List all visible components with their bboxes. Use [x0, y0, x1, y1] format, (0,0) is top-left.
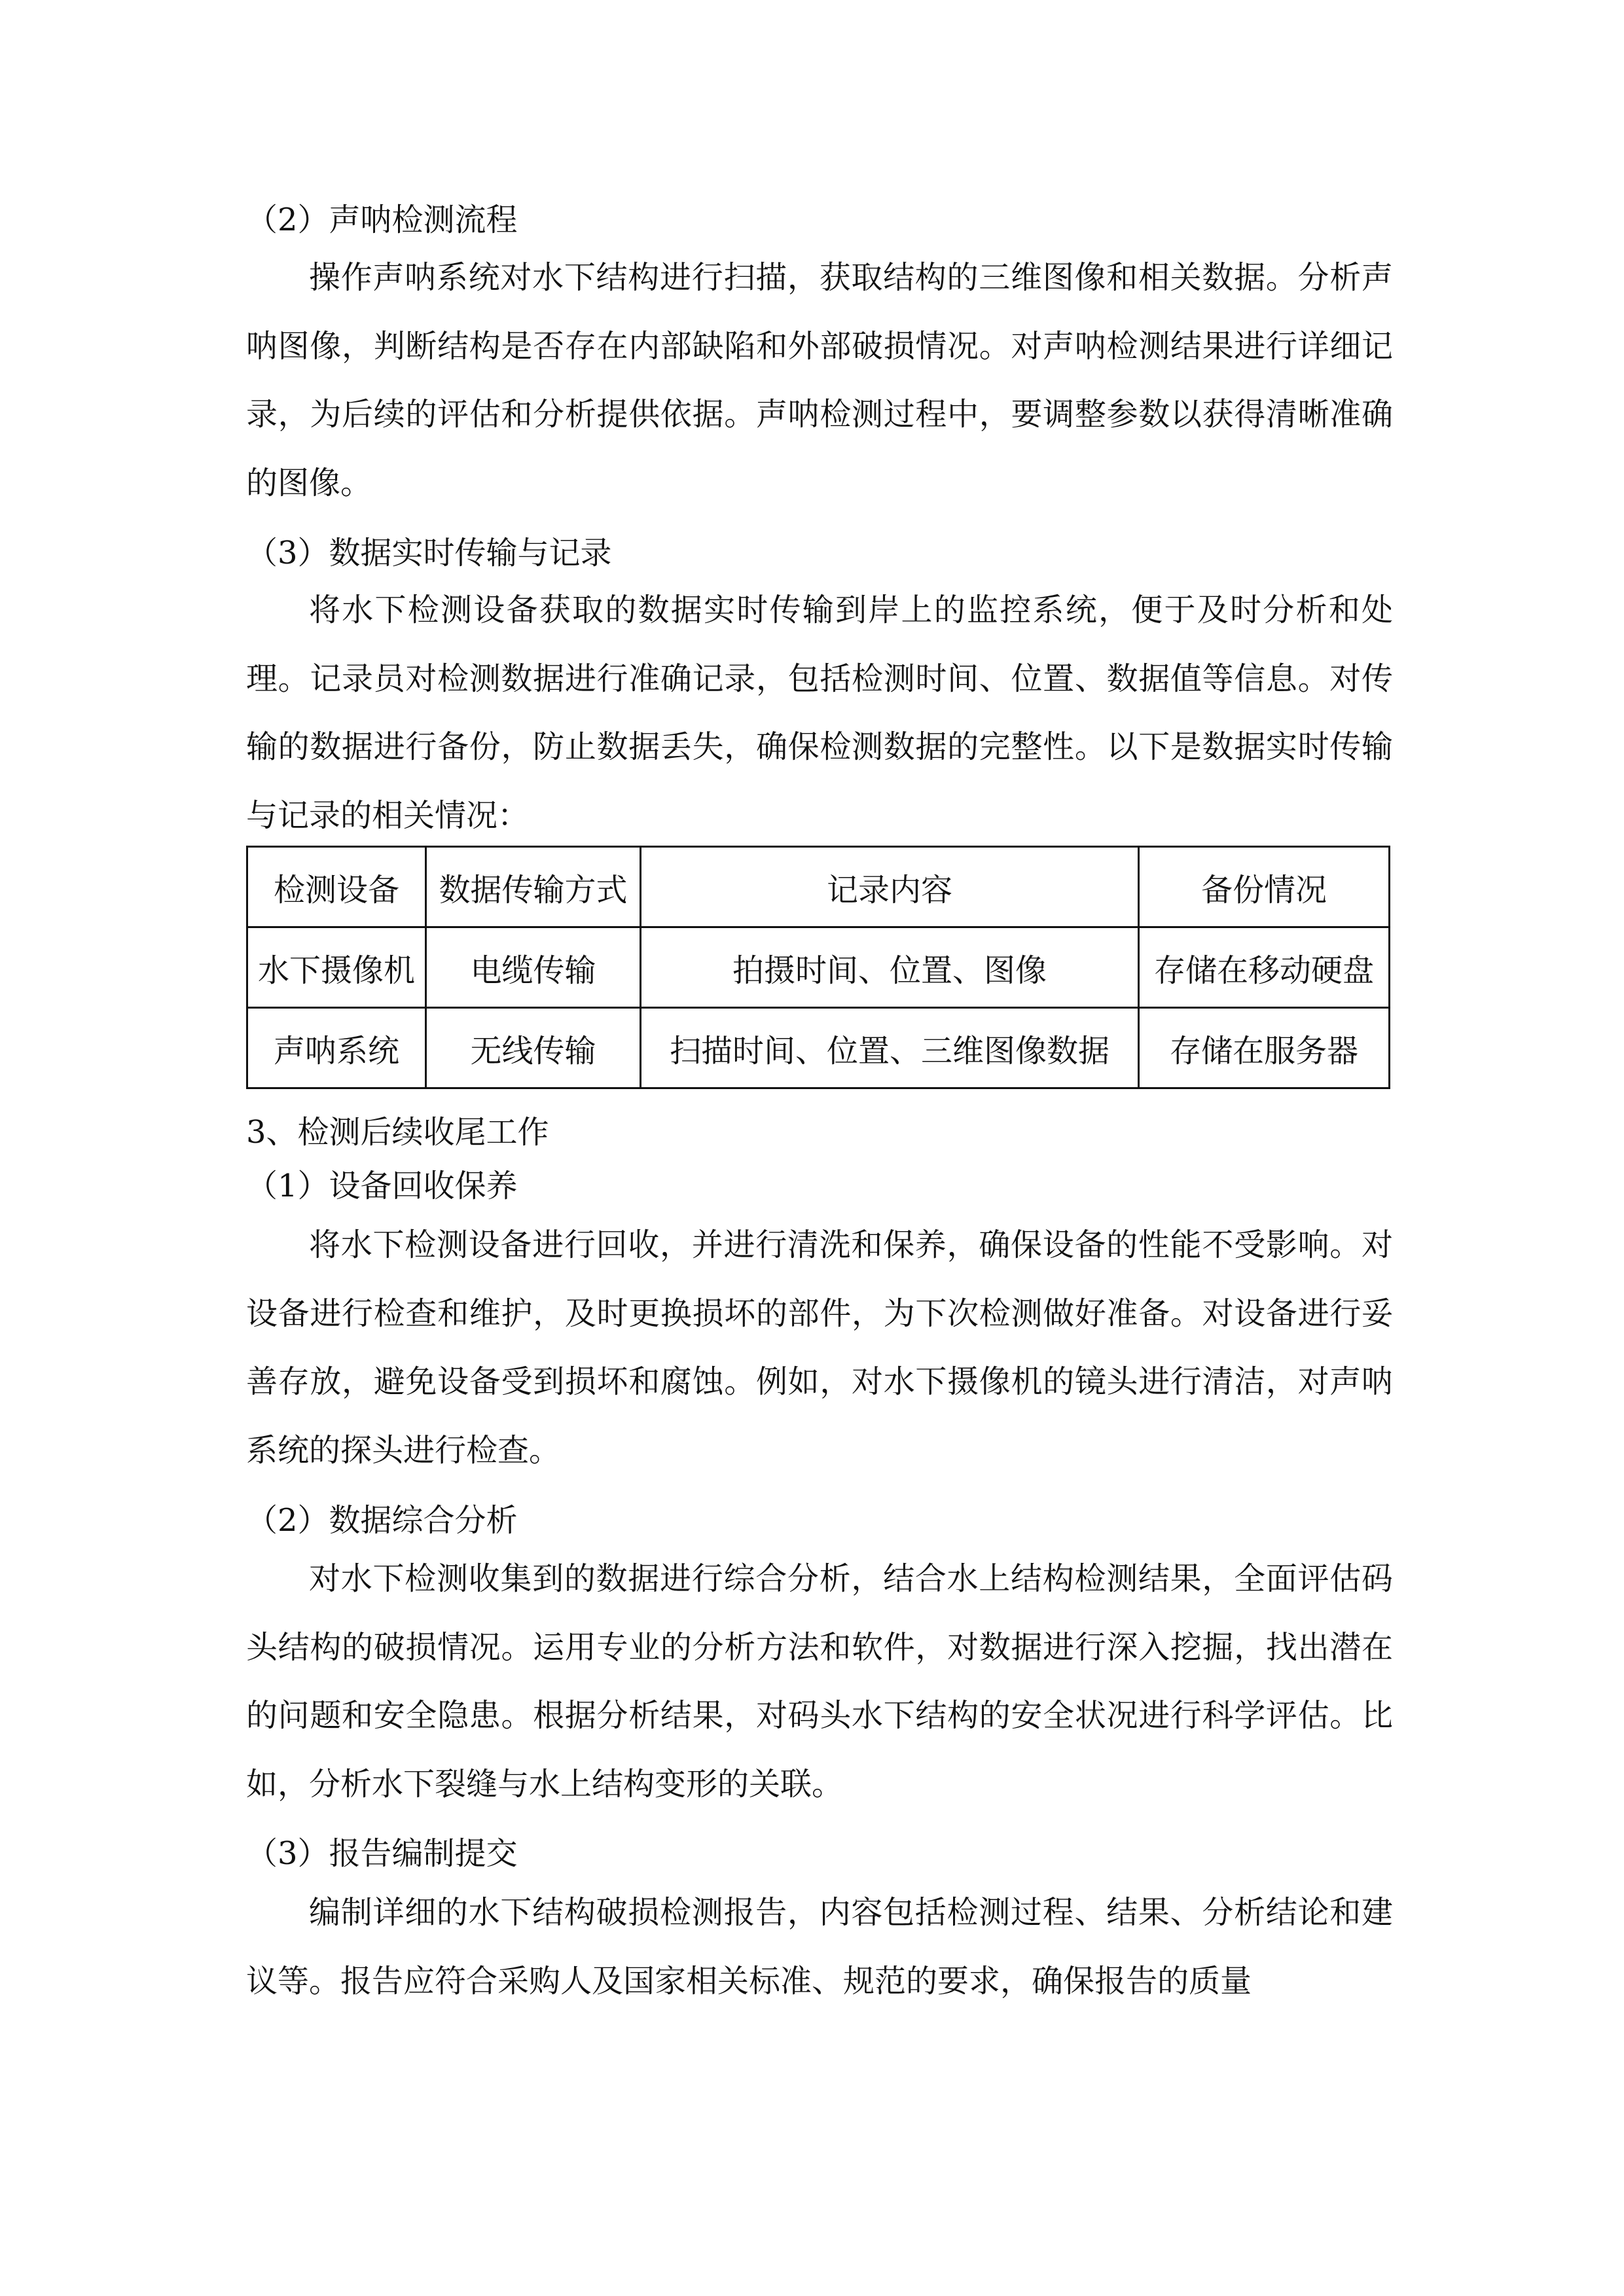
heading-sonar-flow: （2）声呐检测流程: [246, 202, 518, 238]
heading-report: （3）报告编制提交: [246, 1835, 518, 1872]
table-cell: 扫描时间、位置、三维图像数据: [641, 1008, 1139, 1088]
table-cell: 水下摄像机: [247, 927, 426, 1008]
transmission-table: [246, 846, 1390, 1089]
table-header-cell: 数据传输方式: [426, 847, 641, 927]
table-cell: 拍摄时间、位置、图像: [641, 927, 1139, 1008]
table-header-cell: 备份情况: [1139, 847, 1390, 927]
heading-realtime: （3）数据实时传输与记录: [246, 535, 612, 571]
table-cell: 电缆传输: [426, 927, 641, 1008]
paragraph-equipment: 将水下检测设备进行回收，并进行清洗和保养，确保设备的性能不受影响。对设备进行检查和维护，及时更换损坏的部件，为下次检测做好准备。对设备进行妥善存放，避免设备受到损坏和腐蚀。例如，对水下摄像机的镜头进行清洁，对声呐系统的探头进行检查。: [246, 1227, 1393, 1469]
table-cell: 声呐系统: [247, 1008, 426, 1088]
heading-analysis: （2）数据综合分析: [246, 1502, 518, 1539]
table-row: [247, 1008, 1390, 1088]
heading-followup: 3、检测后续收尾工作: [246, 1114, 549, 1151]
table-cell: 存储在移动硬盘: [1139, 927, 1390, 1008]
paragraph-realtime: 将水下检测设备获取的数据实时传输到岸上的监控系统，便于及时分析和处理。记录员对检测数据进行准确记录，包括检测时间、位置、数据值等信息。对传输的数据进行备份，防止数据丢失，确保检测数据的完整性。以下是数据实时传输与记录的相关情况：: [246, 592, 1393, 834]
table-cell: 存储在服务器: [1139, 1008, 1390, 1088]
paragraph-report: 编制详细的水下结构破损检测报告，内容包括检测过程、结果、分析结论和建议等。报告应符合采购人及国家相关标准、规范的要求，确保报告的质量: [246, 1894, 1393, 2000]
table-cell: 无线传输: [426, 1008, 641, 1088]
heading-equipment: （1）设备回收保养: [246, 1168, 518, 1204]
table-header-cell: 检测设备: [247, 847, 426, 927]
table-row: [247, 927, 1390, 1008]
table-header-row: [247, 847, 1390, 927]
paragraph-analysis: 对水下检测收集到的数据进行综合分析，结合水上结构检测结果，全面评估码头结构的破损情况。运用专业的分析方法和软件，对数据进行深入挖掘，找出潜在的问题和安全隐患。根据分析结果，对码头水下结构的安全状况进行科学评估。比如，分析水下裂缝与水上结构变形的关联。: [246, 1560, 1393, 1803]
table-header-cell: 记录内容: [641, 847, 1139, 927]
paragraph-sonar-flow: 操作声呐系统对水下结构进行扫描，获取结构的三维图像和相关数据。分析声呐图像，判断结构是否存在内部缺陷和外部破损情况。对声呐检测结果进行详细记录，为后续的评估和分析提供依据。声呐检测过程中，要调整参数以获得清晰准确的图像。: [246, 259, 1393, 501]
